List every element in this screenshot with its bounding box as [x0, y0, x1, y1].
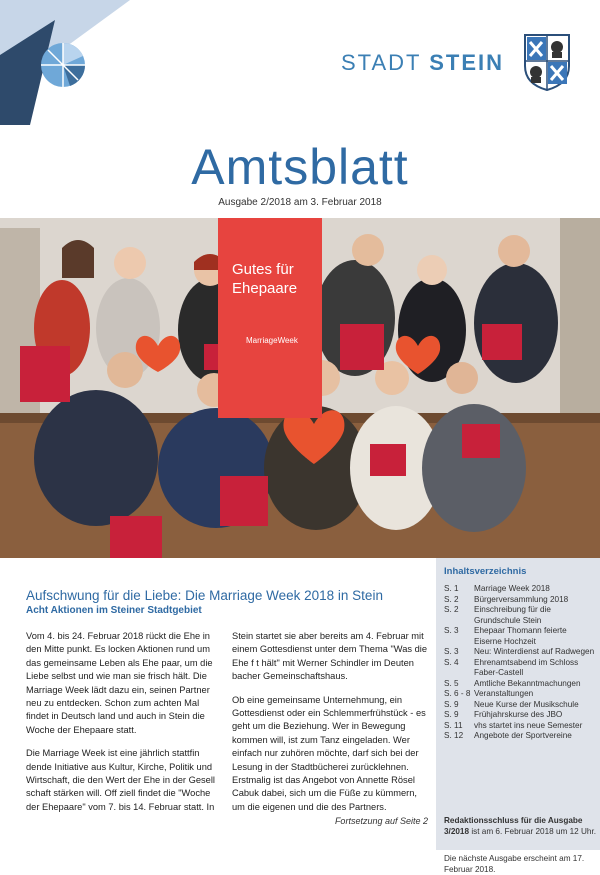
toc-list	[444, 584, 596, 742]
article-paragraph: Ob eine gemeinsame Unternehmung, ein Gottesdienst oder ein Schlemmerfrühstück - es geht um die Beziehung. Wer in Bewegung kommen will, ist zum Tanz eingeladen. Wer einfach nur zuhören möchte, darf sich bei der Lesung in der Stadtbücherei zurücklehnen. Erstmalig ist das Angebot von Annette Rösel Cabuk dabei, sich um die Füße zu kümmern, um die eigenen und die des Partners.	[232, 694, 426, 812]
toc-page: S. 6 - 8	[444, 689, 471, 698]
toc-page: S. 12	[444, 731, 464, 740]
toc-item[interactable]	[444, 679, 596, 690]
toc-page: S. 2	[444, 594, 459, 604]
toc-item[interactable]	[444, 700, 596, 711]
toc-item[interactable]	[444, 626, 596, 647]
banner-text: Gutes für Ehepaare	[232, 261, 298, 297]
toc-item[interactable]	[444, 731, 596, 742]
toc-text: Neue Kurse der Musikschule	[474, 699, 579, 709]
deadline-note	[444, 816, 596, 837]
toc-page: S. 9	[444, 699, 459, 709]
toc-text: vhs startet ins neue Semester	[474, 720, 583, 730]
toc-text: Neu: Winterdienst auf Radwegen	[474, 647, 595, 656]
article-subhead: Acht Aktionen im Steiner Stadtgebiet	[26, 605, 202, 616]
article-paragraph: Stein startet sie aber bereits am 4. Februar mit einem Gottesdienst unter dem Thema "Was die Ehe f t hält" mit Werner Schindler im Deuten bacher Gemeinschaftshaus.	[232, 631, 428, 682]
toc-item[interactable]	[444, 647, 596, 658]
toc-text: Veranstaltungen	[474, 689, 534, 698]
brand-name: STEIN	[429, 50, 504, 75]
toc-page: S. 3	[444, 647, 459, 656]
coat-of-arms-icon	[522, 32, 572, 92]
toc-item[interactable]	[444, 595, 596, 606]
toc-page: S. 4	[444, 657, 459, 667]
article-column-2	[232, 630, 428, 824]
toc-page: S. 3	[444, 626, 459, 635]
toc-page: S. 1	[444, 584, 459, 593]
toc-title: Inhaltsverzeichnis	[444, 566, 527, 577]
toc-text: Einschreibung für die Grundschule Stein	[474, 605, 551, 625]
toc-text: Angebote der Sportvereine	[474, 731, 572, 740]
toc-item[interactable]	[444, 710, 596, 721]
page-title: Amtsblatt	[191, 139, 409, 195]
deadline-text: ist am 6. Februar 2018 um 12 Uhr.	[469, 826, 597, 836]
cover-photo	[0, 218, 600, 558]
next-issue-note: Die nächste Ausgabe erscheint am 17. Februar 2018.	[444, 854, 585, 874]
city-brand	[341, 50, 504, 76]
toc-page: S. 11	[444, 720, 463, 730]
toc-item[interactable]	[444, 689, 596, 700]
continuation-note: Fortsetzung auf Seite 2	[334, 816, 428, 826]
toc-text: Ehepaar Thomann feierte Eiserne Hochzeit	[474, 626, 567, 646]
edition-line: Ausgabe 2/2018 am 3. Februar 2018	[218, 197, 382, 208]
toc-text: Bürgerversammlung 2018	[474, 594, 569, 604]
toc-page: S. 2	[444, 605, 459, 614]
banner-logo-text: MarriageWeek	[246, 336, 298, 345]
toc-text: Frühjahrskurse des JBO	[474, 710, 563, 719]
article-headline: Aufschwung für die Liebe: Die Marriage Week 2018 in Stein	[26, 588, 383, 603]
article-column-1	[26, 630, 216, 824]
toc-sidebar	[436, 558, 600, 874]
toc-item[interactable]	[444, 584, 596, 595]
toc-text: Ehrenamtsabend im Schloss Faber-Castell	[474, 657, 579, 677]
toc-text: Marriage Week 2018	[474, 584, 550, 593]
deadline-label: Redaktionsschluss für die Ausgabe 3/2018	[444, 816, 583, 836]
brand-prefix: STADT	[341, 50, 430, 75]
toc-text: Amtliche Bekanntmachungen	[474, 678, 581, 688]
toc-item[interactable]	[444, 605, 596, 626]
toc-page: S. 5	[444, 678, 459, 688]
corner-logo-graphic	[0, 0, 130, 130]
article-paragraph: Die Marriage Week ist eine jährlich stattfin dende Initiative aus Kultur, Kirche, Politik und Wirtschaft, die den Wert der Ehe in der Gesell schaft stärken will. Off ziell findet die "Woche der Ehepaare" vom 7. bis 14. Februar statt. In	[26, 748, 215, 812]
toc-item[interactable]	[444, 658, 596, 679]
toc-item[interactable]	[444, 721, 596, 732]
toc-page: S. 9	[444, 710, 459, 719]
article-paragraph: Vom 4. bis 24. Februar 2018 rückt die Ehe in den Mitte punkt. Es locken Aktionen rund um das gemeinsame Leben als Ehe paar, um die Liebe selbst und wie man sie frisch hält. Die Marriage Week lädt dazu ein, seinen Partner neu zu entdecken. Schon zum achten Mal findet in Deutsch land und auch in Stein die Woche der Ehepaare statt.	[26, 631, 213, 735]
event-banner	[218, 218, 322, 418]
